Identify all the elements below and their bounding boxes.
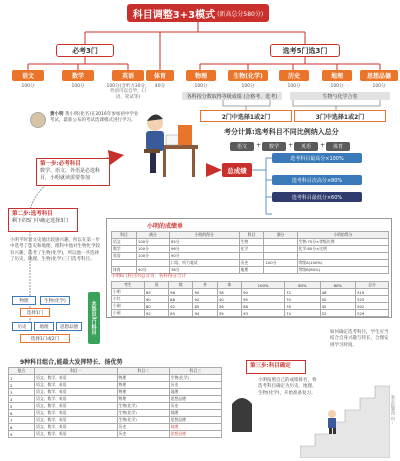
pe-score: 40分	[154, 84, 166, 89]
quote-body: 黄小明(化名)在2016年参加初中学业考试，最新公布的考试选课模式进行学习。	[50, 112, 139, 124]
compare-cell: 95	[242, 296, 285, 303]
header-cell: 科目	[239, 232, 264, 239]
header-cell: 小明的得分	[297, 232, 388, 239]
score-cell: 生物:75分×等级比例	[297, 239, 388, 246]
header-cell: 科目	[112, 232, 137, 239]
combo-cell: 物理	[117, 396, 169, 403]
formula-title: 考分计算:选考科目不同比例纳入总分	[224, 128, 339, 136]
compare-cell: 92	[193, 296, 217, 303]
score-cell: 100分	[136, 253, 169, 260]
step1-text: 数学、语文、外语是必选科目，小明就读需要参加	[40, 168, 101, 181]
ethics-score: 100分	[372, 84, 386, 89]
combo-cell: 语文、数学、英语	[35, 417, 117, 424]
quote-text	[50, 112, 142, 124]
compare-cell: 40	[217, 296, 241, 303]
compare-cell: 小刚	[112, 303, 145, 310]
score-cell: 38分	[169, 267, 239, 274]
subject-history: 历史	[279, 70, 309, 81]
header-cell: 100%	[242, 282, 285, 289]
combo-row	[9, 382, 222, 389]
compare-cell: 96	[169, 289, 193, 296]
score-cell	[264, 253, 297, 260]
three-subjects-tag: 共选出3门科目	[88, 292, 100, 344]
combo-cell: 生物(化学)	[169, 375, 221, 382]
header-cell: 组合	[9, 368, 35, 375]
header-cell: 体	[217, 282, 241, 289]
compare-cell: 70	[285, 296, 321, 303]
header-cell: 考生	[112, 282, 145, 289]
plus-icon: +	[256, 142, 262, 149]
compare-cell: 92	[144, 310, 168, 317]
compare-cell: 36	[217, 303, 241, 310]
compare-cell: 85	[144, 289, 168, 296]
score-table-header	[112, 232, 389, 239]
header-cell: 数	[169, 282, 193, 289]
combo-cell: 思想品德	[169, 431, 221, 438]
compare-cell: 88	[242, 303, 285, 310]
choose-box-left: 2门中选择1或2门	[200, 110, 292, 122]
score-cell: 40分	[136, 267, 169, 274]
combo-cell: 语文、数学、英语	[35, 431, 117, 438]
score-panel	[106, 218, 392, 318]
quote-speaker: 黄小明	[50, 112, 64, 117]
score-cell: 96分	[169, 246, 239, 253]
header-cell: 总分	[356, 282, 389, 289]
combo-cell: 语文、数学、英语	[35, 375, 117, 382]
score-table	[111, 231, 389, 274]
header-cell: 语	[144, 282, 168, 289]
step3-title: 第三步:科目确定	[250, 363, 291, 369]
chip-select-one: 选择1门	[20, 308, 50, 317]
grade-chip-highest: 选考科目最高分×100%	[272, 153, 362, 163]
elective-subjects-label	[270, 44, 340, 57]
student-illustration	[130, 105, 200, 180]
compare-cell: 85	[169, 310, 193, 317]
combo-cell: 地理	[169, 424, 221, 431]
combo-row	[9, 389, 222, 396]
compare-cell: 88	[169, 296, 193, 303]
combos-title: 9种科目组合,能最大发挥特长、扬优势	[20, 359, 123, 366]
formula-chip-pe: 体育	[326, 142, 350, 151]
subject-english: 英语	[112, 70, 144, 81]
plus-icon: +	[288, 142, 294, 149]
compare-cell: 85	[193, 303, 217, 310]
subject-geography: 地理	[322, 70, 352, 81]
compare-cell: 90	[193, 289, 217, 296]
combo-cell: 语文、数学、英语	[35, 424, 117, 431]
stairs-illustration	[300, 380, 390, 458]
combo-row	[9, 410, 222, 417]
score-panel-title: 小明的成绩单	[147, 223, 184, 230]
score-cell: 等级B(80%)	[297, 267, 388, 274]
compare-row	[112, 303, 389, 310]
combo-cell: 语文、数学、英语	[35, 396, 117, 403]
elective-label-text: 选考5门选3门	[282, 46, 328, 55]
compare-cell: 93	[242, 310, 285, 317]
subject-pe: 体育	[146, 70, 174, 81]
combo-row	[9, 424, 222, 431]
combo-cell: 语文、数学、英语	[35, 410, 117, 417]
page-title	[127, 4, 269, 22]
score-row	[112, 260, 389, 267]
compare-cell: 76	[285, 303, 321, 310]
score-row	[112, 253, 389, 260]
chip-select-one-or-two: 选择1门或2门	[20, 334, 70, 343]
subject-chinese: 语文	[12, 70, 44, 81]
combo-cell: 生物(化学)	[117, 403, 169, 410]
combo-cell: 历史	[117, 431, 169, 438]
score-cell: 100分	[136, 239, 169, 246]
step3-box	[246, 360, 306, 374]
step2-title: 第二步:选考科目	[12, 211, 53, 217]
combo-row	[9, 375, 222, 382]
compare-cell: 39	[217, 310, 241, 317]
geography-score: 100分	[330, 84, 344, 89]
combo-cell: 6	[9, 410, 35, 417]
score-cell	[264, 246, 297, 253]
score-cell: 数学	[112, 246, 137, 253]
chip-ethics: 思想品德	[56, 322, 82, 331]
compare-cell: 525	[356, 296, 389, 303]
required-label-text: 必考3门	[72, 46, 98, 55]
subject-biology-chemistry: 生物(化学)	[228, 70, 268, 81]
combo-cell: 历史	[169, 382, 221, 389]
score-cell	[136, 260, 169, 267]
combo-cell: 思想品德	[169, 417, 221, 424]
grading-ribbon: 各科按分数取得等级成绩 (合格考、选考)	[182, 92, 282, 100]
score-cell: 语文	[112, 239, 137, 246]
compare-cell: 72	[285, 289, 321, 296]
step3-text: 小明按照自己的成绩排名，将选考科目确定为历史、地理、生物(化学)，开始准备复习。	[258, 378, 317, 396]
subject-ethics: 思想品德	[360, 70, 398, 81]
combo-cell: 1	[9, 375, 35, 382]
compare-table-header	[112, 282, 389, 289]
combo-cell: 9	[9, 431, 35, 438]
score-cell	[112, 260, 137, 267]
compare-cell: 小红	[112, 296, 145, 303]
combo-row	[9, 417, 222, 424]
title-subtitle: (新高总分580分)	[217, 10, 264, 18]
score-cell: 体育	[112, 267, 137, 274]
score-cell: 85分	[169, 239, 239, 246]
avatar	[30, 112, 46, 128]
compare-cell: 519	[356, 289, 389, 296]
combo-cell: 物理	[117, 382, 169, 389]
compare-cell: 38	[217, 289, 241, 296]
combo-cell: 语文、数学、英语	[35, 403, 117, 410]
plus-icon: +	[320, 142, 326, 149]
combo-cell: 历史	[117, 424, 169, 431]
english-score: 100分(含听力30分，外语可以自学，口语、笔试等)	[106, 84, 150, 100]
math-score: 100分	[71, 84, 85, 89]
score-cell	[264, 267, 297, 274]
combo-cell: 地理	[169, 410, 221, 417]
header-cell: 80%	[285, 282, 321, 289]
compare-cell: 小明	[112, 289, 145, 296]
score-cell: 生物	[239, 239, 264, 246]
compare-cell: 90	[242, 289, 285, 296]
title-text: 科目调整3+3模式	[132, 9, 216, 21]
combo-cell: 生物(化学)	[117, 417, 169, 424]
score-row	[112, 246, 389, 253]
total-score-box: 总成绩	[222, 163, 252, 177]
combos-header	[9, 368, 222, 375]
score-cell: 100分	[264, 260, 297, 267]
step1-box	[36, 158, 110, 186]
grade-chip-second: 选考科目次高分×80%	[272, 175, 362, 185]
step2-box	[8, 208, 78, 232]
score-cell: 历史	[239, 260, 264, 267]
score-cell: 等级A(100%)	[297, 260, 388, 267]
compare-cell: 48	[320, 289, 356, 296]
score-cell: 化学	[239, 246, 264, 253]
header-cell: 科目一	[35, 368, 117, 375]
formula-chip-chinese: 语文	[230, 142, 254, 151]
score-cell	[297, 253, 388, 260]
combo-cell: 8	[9, 424, 35, 431]
compare-cell: 小丽	[112, 310, 145, 317]
combo-cell: 7	[9, 417, 35, 424]
header-cell: 60%	[320, 282, 356, 289]
header-cell: 满分	[264, 232, 297, 239]
credit-text: 新京报制图 何…	[391, 395, 396, 425]
compare-cell: 74	[285, 310, 321, 317]
biology-score: 100分	[241, 84, 255, 89]
header-cell: 小明的得分	[169, 232, 239, 239]
merged-paper-ribbon: 生物与化学合卷	[290, 92, 390, 100]
combo-row	[9, 431, 222, 438]
score-row	[112, 239, 389, 246]
compare-cell: 45	[320, 303, 356, 310]
required-subjects-label	[56, 44, 114, 57]
combo-cell: 语文、数学、英语	[35, 382, 117, 389]
combos-table	[8, 367, 222, 438]
combo-row	[9, 403, 222, 410]
score-cell: 100分	[136, 246, 169, 253]
compare-cell: 502	[356, 303, 389, 310]
compare-cell: 90	[144, 296, 168, 303]
history-score: 100分	[287, 84, 301, 89]
grade-chip-lowest: 选考科目最低分×60%	[272, 192, 362, 202]
score-cell: 口语、听力笔试	[169, 260, 239, 267]
compare-cell: 80	[144, 303, 168, 310]
chip-physics: 物理	[12, 296, 36, 305]
step2-text: 剩下的5门中确定选择3门	[12, 218, 69, 225]
score-cell	[239, 253, 264, 260]
header-cell: 科目二	[117, 368, 169, 375]
combo-cell: 2	[9, 382, 35, 389]
choose-box-right: 3门中选择1或2门	[294, 110, 386, 122]
score-compare-table	[111, 281, 389, 317]
combo-cell: 生物(化学)	[117, 410, 169, 417]
chip-geography: 地理	[34, 322, 54, 331]
score-cell: 90分	[169, 253, 239, 260]
step2-side-text: 小明平时对文史地比较感兴趣，所以在第一步中选考了历史和地理，理科中他对生物化学较有兴趣，选考了生物(化学)，所以他一共选择了历史、地理、生物(化学)三门选考科目。	[10, 238, 100, 262]
combo-cell: 物理	[117, 389, 169, 396]
door-illustration	[230, 392, 254, 432]
subject-physics: 物理	[186, 70, 216, 81]
score-cell: 地理	[239, 267, 264, 274]
score-cell: 英语	[112, 253, 137, 260]
chip-biology: 生物(化学)	[40, 296, 70, 305]
combo-cell: 3	[9, 389, 35, 396]
score-cell: 化学:80分×比例	[297, 246, 388, 253]
combo-cell: 思想品德	[169, 396, 221, 403]
combo-cell: 地理	[169, 389, 221, 396]
combo-cell: 5	[9, 403, 35, 410]
step1-title: 第一步:必考科目	[40, 161, 81, 167]
combo-cell: 历史	[169, 403, 221, 410]
score-cell	[264, 239, 297, 246]
chip-history: 历史	[12, 322, 32, 331]
compare-cell: 50	[320, 296, 356, 303]
formula-chip-math: 数学	[262, 142, 286, 151]
compare-row	[112, 289, 389, 296]
compare-cell: 94	[193, 310, 217, 317]
combo-cell: 4	[9, 396, 35, 403]
header-cell: 满分	[136, 232, 169, 239]
header-cell: 科目三	[169, 368, 221, 375]
step3-right-text: 如何确定选考科目，学生应当结合自身兴趣与特长，合理安排学习时间。	[330, 330, 389, 348]
chinese-score: 100分	[21, 84, 35, 89]
subject-math: 数学	[62, 70, 94, 81]
compare-row	[112, 296, 389, 303]
physics-score: 100分	[194, 84, 208, 89]
compare-row	[112, 310, 389, 317]
combo-row	[9, 396, 222, 403]
total-line: 小明6门科目的总分为：各科得分合计	[111, 274, 186, 279]
compare-cell: 52	[320, 310, 356, 317]
compare-cell: 529	[356, 310, 389, 317]
combo-cell: 语文、数学、英语	[35, 389, 117, 396]
combo-cell: 物理	[117, 375, 169, 382]
compare-cell: 92	[169, 303, 193, 310]
header-cell: 外	[193, 282, 217, 289]
formula-chip-english: 英语	[294, 142, 318, 151]
